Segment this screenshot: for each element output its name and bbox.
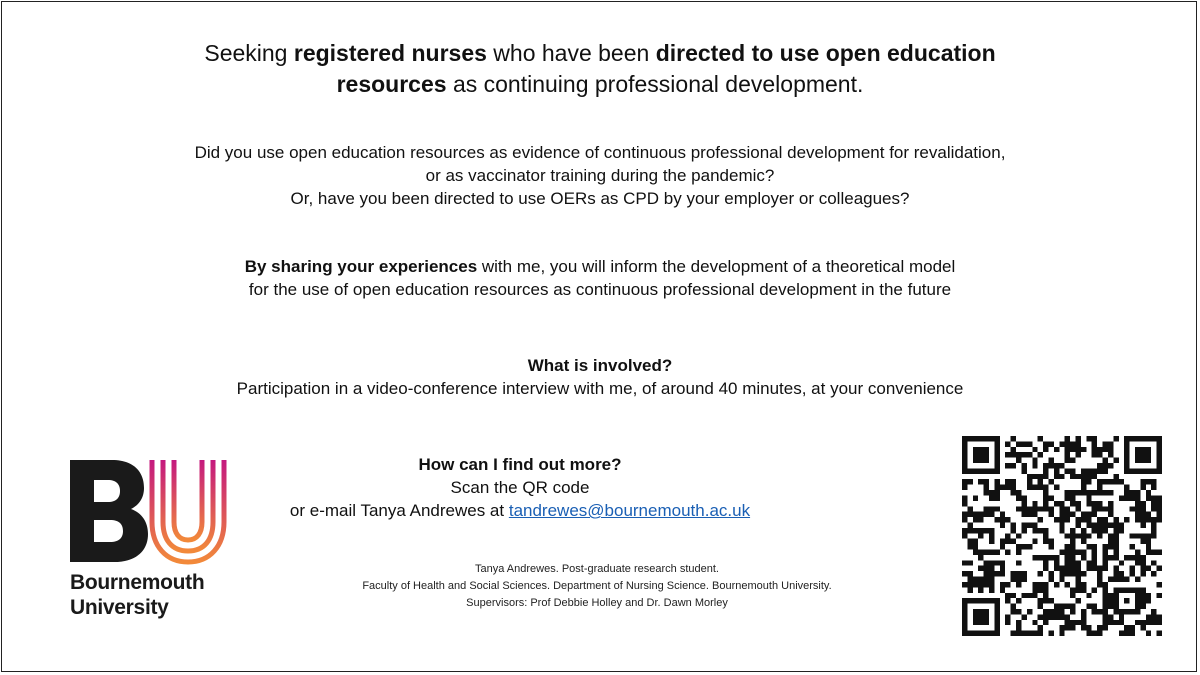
footer xyxy=(297,561,897,612)
question-block xyxy=(0,141,1200,210)
sharing-bold: By sharing your experiences xyxy=(244,257,478,276)
question-line: Or, have you been directed to use OERs as CPD by your employer or colleagues? xyxy=(290,189,910,208)
logo-text xyxy=(70,570,204,620)
qr-code-icon[interactable] xyxy=(962,436,1162,636)
sharing-line-2: for the use of open education resources as continuous professional development in the future xyxy=(248,280,952,299)
headline-bold-nurses: registered nurses xyxy=(293,40,487,66)
sharing-block xyxy=(0,255,1200,301)
email-link[interactable]: tandrewes@bournemouth.ac.uk xyxy=(508,501,751,520)
contact-block xyxy=(170,453,870,522)
logo-line-1: Bournemouth xyxy=(70,571,205,594)
headline-line-1 xyxy=(0,38,1200,69)
headline-bold-resources: resources xyxy=(336,71,447,97)
involved-block xyxy=(0,354,1200,400)
headline xyxy=(0,38,1200,100)
headline-bold-directed: directed to use open education xyxy=(655,40,996,66)
question-line: Did you use open education resources as evidence of continuous professional development for revalidation, xyxy=(194,143,1006,162)
footer-line: Faculty of Health and Social Sciences. Department of Nursing Science. Bournemouth University. xyxy=(362,580,832,592)
headline-line-2 xyxy=(0,69,1200,100)
footer-line: Supervisors: Prof Debbie Holley and Dr. Dawn Morley xyxy=(466,597,728,609)
contact-email-label: or e-mail Tanya Andrewes at xyxy=(289,501,509,520)
sharing-text: with me, you will inform the development of a theoretical model xyxy=(477,257,956,276)
headline-text: Seeking xyxy=(204,40,294,66)
logo-line-2: University xyxy=(70,596,169,619)
contact-email-line xyxy=(170,499,870,522)
involved-text: Participation in a video-conference interview with me, of around 40 minutes, at your convenience xyxy=(236,379,964,398)
footer-line: Tanya Andrewes. Post-graduate research student. xyxy=(475,563,719,575)
question-line: or as vaccinator training during the pandemic? xyxy=(425,166,775,185)
involved-heading: What is involved? xyxy=(527,356,673,375)
sharing-line-1 xyxy=(0,255,1200,278)
contact-heading: How can I find out more? xyxy=(418,455,622,474)
headline-text: who have been xyxy=(486,40,656,66)
headline-text: as continuing professional development. xyxy=(446,71,864,97)
contact-qr-text: Scan the QR code xyxy=(450,478,590,497)
